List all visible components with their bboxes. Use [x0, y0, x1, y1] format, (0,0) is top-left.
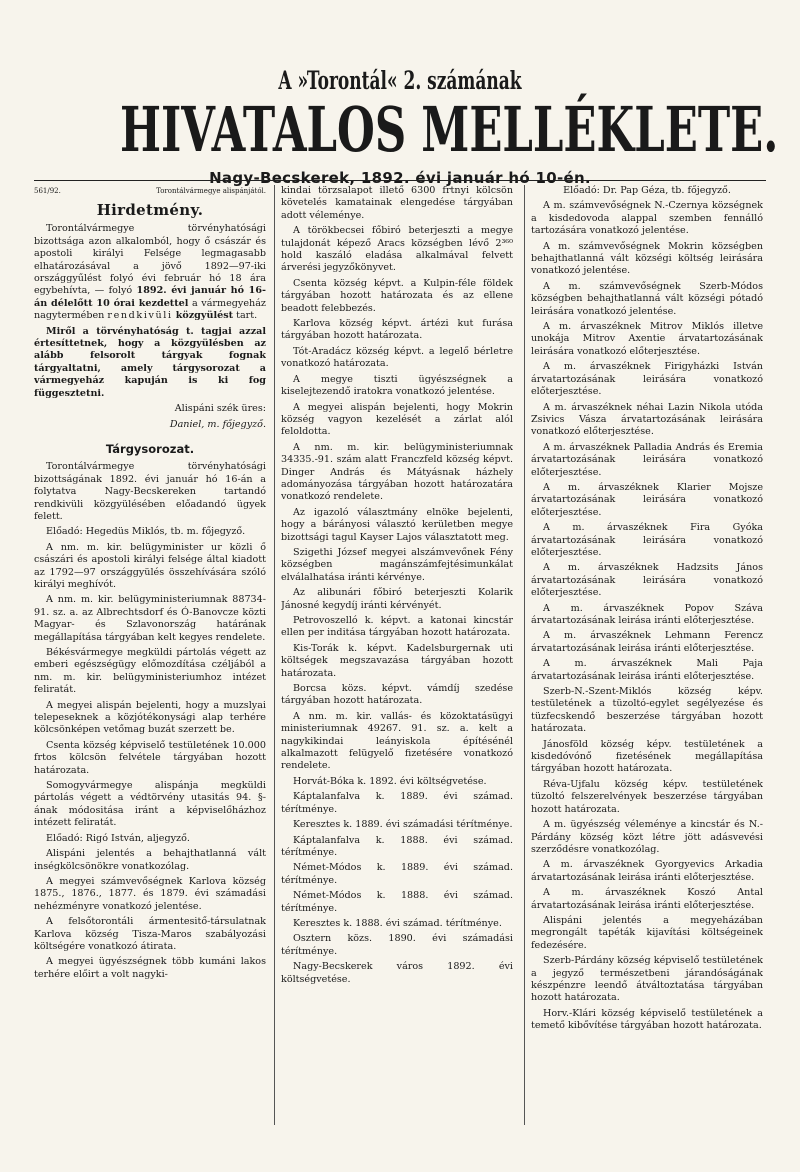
agenda-item: Káptalanfalva k. 1888. évi számad. térítménye. [281, 834, 513, 858]
presenter-1: Előadó: Hegedüs Miklós, tb. m. főjegyző. [46, 526, 246, 538]
agenda-item: Az igazoló választmány elnöke bejelenti, hogy a bárányosi választó kerületben megye bizottsági tagul Kayser Lajos választatott meg. [281, 506, 513, 543]
agenda-item: Karlova község képvt. ártézi kut furása tárgyában hozott határozata. [281, 318, 513, 342]
agenda-item: A megyei ügyészségnek több kumáni lakos terhére előirt a volt nagyki- [34, 956, 266, 980]
agenda-item: A megyei alispán bejelenti, hogy a muzslyai telepeseknek a közjótékonysági alap terhére kölcsönképen vetőmag buzát szerzett be. [34, 699, 266, 736]
agenda-item: Az alibunári főbiró beterjeszti Kolarik Jánosné kegydíj iránti kérvényét. [281, 587, 513, 611]
agenda-item: Alispáni jelentés a megyeházában megrongált tapéták kijavítási költségeinek fedezésére. [531, 914, 763, 951]
agenda-item: Alispáni jelentés a behajthatlanná vált inségkölcsönökre vonatkozólag. [34, 848, 266, 872]
masthead [0, 66, 800, 187]
masthead-subtitle: A »Torontál« 2. számának [278, 66, 522, 95]
column-1 [34, 185, 266, 1145]
agenda-item: Nagy-Becskerek város 1892. évi költségvetése. [281, 961, 513, 985]
presenter-3: Előadó: Dr. Pap Géza, tb. főjegyző. [563, 185, 731, 196]
agenda-item: A megye tiszti ügyészségnek a kiselejtezendő iratokra vonatkozó jelentése. [281, 373, 513, 398]
intro-paragraph: Torontálvármegye törvényhatósági bizottsága azon alkalomból, hogy ő császár és apostoli királyi Felsége legmagasabb elhatározásával a jövő 1892—97-iki országgyűlést folyó évi február hó 18 ára egybehívta, — folyó 1892. évi január hó 16-án délelőtt 10 órai kezdettel a vármegyeház nagytermében rendkivüli közgyülést tart. [34, 223, 266, 322]
agenda-item: Káptalanfalva k. 1889. évi számad. térítménye. [281, 791, 513, 815]
agenda-item: A nm. m. kir. belügyminister ur közli ő császári és apostoli királyi felsége által kiadott az 1792—97 országgyülés összehívására szóló királyi meghívót. [34, 541, 266, 590]
agenda-item: A nm. m. kir. belügyministeriumnak 88734-91. sz. a. az Albrechtsdorf és Ó-Banovcze közti Magyar- és Szlavonország határának megállapítása tárgyában kelt kegyes rendelete. [34, 594, 266, 643]
agenda-item: A m. számvevőségnek Szerb-Módos községben behajthatlanná vált községi pótadó leirására vonatkozó jelentése. [531, 280, 763, 317]
ref-office: Torontálvármegye alispánjától. [156, 187, 266, 195]
agenda-item: Horv.-Klári község képviselő testületének a temető kibővítése tárgyában hozott határozata. [531, 1007, 763, 1032]
agenda-intro: Torontálvármegye törvényhatósági bizottságának 1892. évi január hó 16-án a folytatva Nagy-Becskereken tartandó rendkivüli közgyülésében előadandó ügyek felett. [34, 461, 266, 522]
agenda-item: Szerb-Párdány község képviselő testületének a jegyző természetbeni járandóságának készpénzre leendő átváltoztatása tárgyában hozott határozata. [531, 955, 763, 1004]
masthead-date: Nagy-Becskerek, 1892. évi január hó 10-én. [209, 169, 591, 187]
column-3 [531, 185, 763, 1145]
agenda-item: Somogyvármegye alispánja megküldi pártolás végett a védtörvény utasitás 94. §-ának módositása iránt a képviselőházhoz intézett feliratát. [34, 780, 266, 829]
agenda-item: Petrovoszelló k. képvt. a katonai kincstár ellen per inditása tárgyában hozott határozata. [281, 615, 513, 639]
agenda-item: A megyei számvevőségnek Karlova község 1875., 1876., 1877. és 1879. évi számadási nehézményre vonatkozó jelentése. [34, 875, 266, 912]
agenda-item: A m. árvaszéknek Klarier Mojsze árvatartozásának leirására vonatkozó előterjesztése. [531, 481, 763, 518]
columns [34, 185, 764, 1145]
intro-paragraph-2: Miről a törvényhatóság t. tagjai azzal értesíttetnek, hogy a közgyülésben az alább felsorolt tárgyak fognak tárgyaltatni, amely tárgysorozat a vármegyeház kapuján is ki fog függesztetni. [34, 325, 266, 399]
agenda-item: A felsőtorontáli ármentesitő-társulatnak Karlova község Tisza-Maros szabályozási költségére vonatkozó átirata. [34, 916, 266, 952]
agenda-item: Horvát-Bóka k. 1892. évi költségvetése. [293, 775, 487, 787]
agenda-item: A m. árvaszéknek Lehmann Ferencz árvatartozásának leirása iránti előterjesztése. [531, 630, 763, 654]
agenda-item: Borcsa közs. képvt. vámdíj szedése tárgyában hozott határozata. [281, 683, 513, 707]
agenda-item: A m. árvaszéknek Gyorgyevics Arkadia árvatartozásának leirása iránti előterjesztése. [531, 859, 763, 883]
agenda-item: Jánosföld község képv. testületének a kisdedóvónő fizetésének megállapítása tárgyában hozott határozata. [531, 738, 763, 775]
agenda-item: Keresztes k. 1889. évi számadási térítménye. [293, 819, 513, 831]
agenda-item: Csenta község képviselő testületének 10.000 frtos kölcsön felvétele tárgyában hozott határozata. [34, 739, 266, 776]
agenda-item: Német-Módos k. 1889. évi számad. térítménye. [281, 862, 513, 886]
agenda-item: A m. árvaszéknek Mitrov Miklós illetve unokája Mitrov Axentie árvatartozásának leirására vonatkozó előterjesztése. [531, 321, 763, 357]
header-rule [34, 180, 766, 181]
agenda-item: Szigethi József megyei alszámvevőnek Fény községben magánszámfejtésimunkálat elválalhatása iránti kérvénye. [281, 546, 513, 583]
agenda-item: A m. árvaszéknek Koszó Antal árvatartozásának leirása iránti előterjesztése. [531, 887, 763, 911]
agenda-item: Kis-Torák k. képvt. Kadelsburgernak uti költségek megszavazása tárgyában hozott határozata. [281, 642, 513, 679]
agenda-item: A törökbecsei főbiró beterjeszti a megye tulajdonát képező Aracs községben lévő 2³⁶⁰ hold kaszáló eladása alkalmával felvett árverési jegyzőkönyvet. [281, 225, 513, 274]
agenda-item: A m. számvevőségnek N.-Czernya községnek a kisdedovoda alappal szemben fennálló tartozására vonatkozó jelentése. [531, 200, 763, 237]
masthead-title: HIVATALOS MELLÉKLETE. [120, 93, 779, 166]
agenda-item: Réva-Ujfalu község képv. testületének tüzoltó felszerelvények beszerzése tárgyában hozott határozata. [531, 778, 763, 815]
signature-place: Alispáni szék üres: [174, 403, 266, 415]
agenda-item: A nm. m. kir. vallás- és közoktatásügyi ministeriumnak 49267. 91. sz. a. kelt a nagykikindai leányiskola építésénél alkalmazott felügyelő fizetésére vonatkozó rendelete. [281, 710, 513, 772]
agenda-item: kindai törzsalapot illető 6300 frtnyi kölcsön követelés kamatainak elengedése tárgyában adott véleménye. [281, 185, 513, 221]
agenda-item: A m. ügyészség véleménye a kincstár és N.-Párdány község közt létre jött adásvevési szerződésre vonatkozólag. [531, 819, 763, 855]
agenda-item: Szerb-N.-Szent-Miklós község képv. testületének a tüzoltó-egylet segélyezése és tüzfecskendő beszerzése tárgyában hozott határozata. [531, 686, 763, 735]
agenda-item: A nm. m. kir. belügyministeriumnak 34335.-91. szám alatt Franczfeld község képvt. Dinger András és Mátyásnak házhely adományozása tárgyában hozott határozatára vonatkozó rendelete. [281, 441, 513, 503]
agenda-title: Tárgysorozat. [105, 441, 195, 456]
agenda-item: Csenta község képvt. a Kulpin-féle földek tárgyában hozott határozata és az ellene beadott felebbezés. [281, 277, 513, 314]
agenda-item: A m. árvaszéknek Hadzsits János árvatartozásának leirására vonatkozó előterjesztése. [531, 562, 763, 599]
agenda-item: A m. árvaszéknek Fira Gyóka árvatartozásának leirására vonatkozó előterjesztése. [531, 522, 763, 558]
ref-line [34, 185, 266, 197]
agenda-item: A m. árvaszéknek Mali Paja árvatartozásának leirása iránti előterjesztése. [531, 658, 763, 682]
agenda-item: A m. árvaszéknek Firigyházki István árvatartozásának leirására vonatkozó előterjesztése. [531, 361, 763, 398]
presenter-2: Előadó: Rigó István, aljegyző. [46, 832, 190, 844]
agenda-item: Keresztes k. 1888. évi számad. térítménye. [293, 917, 502, 929]
agenda-item: Békésvármegye megküldi pártolás végett az emberi egészségügy előmozdítása czéljából a nm. m. kir. belügyministeriumhoz intézet feliratát. [34, 647, 266, 696]
announcement-heading: Hirdetmény. [96, 201, 204, 220]
signature-name: Daniel, m. főjegyző. [169, 418, 266, 430]
column-divider [524, 185, 525, 1125]
agenda-item: Német-Módos k. 1888. évi számad. térítménye. [281, 890, 513, 914]
ref-number: 561/92. [34, 187, 61, 195]
column-divider [274, 185, 275, 1125]
agenda-item: A megyei alispán bejelenti, hogy Mokrin község vagyon kezelését a zárlat alól feloldotta. [281, 401, 513, 438]
agenda-item: A m. árvaszéknek Palladia András és Eremia árvatartozásának leirására vonatkozó előterjesztése. [531, 441, 763, 478]
agenda-item: A m. árvaszéknek Popov Száva árvatartozásának leirása iránti előterjesztése. [531, 602, 763, 626]
agenda-item: A m. árvaszéknek néhai Lazin Nikola utóda Zsivics Vásza árvatartozásának leirására vonatkozó előterjesztése. [531, 401, 763, 438]
agenda-item: Tót-Aradácz község képvt. a legelő bérletre vonatkozó határozata. [281, 345, 513, 370]
column-2 [281, 185, 513, 1145]
agenda-item: A m. számvevőségnek Mokrin községben behajthatlanná vált községi költség leirására vonatkozó jelentése. [531, 240, 763, 277]
agenda-item: Osztern közs. 1890. évi számadási térítménye. [281, 933, 513, 957]
